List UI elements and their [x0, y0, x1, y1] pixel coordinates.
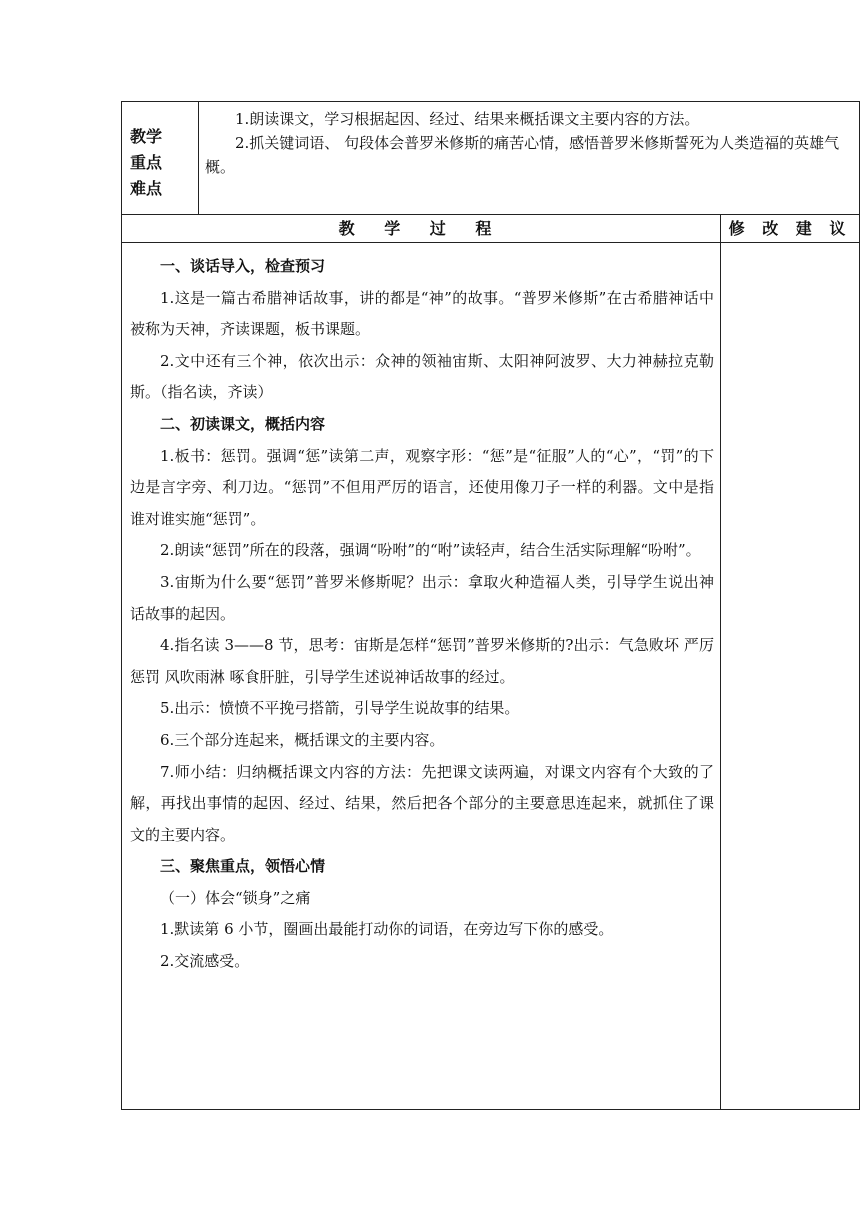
process-header [122, 215, 721, 243]
label-line: 重点 [130, 153, 163, 172]
suggestion-cell [721, 243, 860, 1110]
paragraph: 4.指名读 3——8 节，思考：宙斯是怎样“惩罚”普罗米修斯的?出示：气急败坏 严厉惩罚 风吹雨淋 啄食肝脏，引导学生述说神话故事的经过。 [130, 636, 714, 686]
section-heading: 二、初读课文，概括内容 [160, 414, 326, 433]
key-points-label-cell [122, 102, 199, 215]
paragraph: 2.文中还有三个神，依次出示：众神的领袖宙斯、太阳神阿波罗、大力神赫拉克勒斯。（指名读，齐读） [130, 351, 714, 402]
suggestion-header-text: 修 改 建 议 [728, 219, 852, 238]
teaching-process-cell [122, 243, 721, 1110]
key-points-label [122, 102, 198, 202]
paragraph: 5.出示：愤愤不平挽弓搭箭，引导学生说故事的结果。 [160, 699, 520, 718]
section-heading: 一、谈话导入，检查预习 [160, 257, 326, 275]
process-row [122, 243, 860, 1110]
column-header-row [122, 215, 860, 243]
goal-item: 1.朗读课文，学习根据起因、经过、结果来概括课文主要内容的方法。 [235, 110, 700, 128]
key-points-content [199, 102, 860, 215]
label-line: 难点 [130, 179, 163, 198]
goal-item: 2.抓关键词语、 句段体会普罗米修斯的痛苦心情，感悟普罗米修斯誓死为人类造福的英雄气概。 [205, 134, 840, 176]
section-heading: 三、聚焦重点，领悟心情 [160, 857, 326, 876]
paragraph: 3.宙斯为什么要“惩罚”普罗米修斯呢？出示：拿取火种造福人类，引导学生说出神话故事的起因。 [130, 572, 714, 623]
paragraph: 6.三个部分连起来，概括课文的主要内容。 [160, 730, 445, 749]
subheading: （一）体会“锁身”之痛 [160, 888, 311, 907]
label-line: 教学 [130, 127, 163, 146]
suggestion-header [721, 215, 860, 243]
paragraph: 2.交流感受。 [160, 952, 250, 971]
paragraph: 1.这是一篇古希腊神话故事，讲的都是“神”的故事。“普罗米修斯”在古希腊神话中被称为天神，齐读课题，板书课题。 [130, 288, 714, 339]
paragraph: 1.默读第 6 小节，圈画出最能打动你的词语，在旁边写下你的感受。 [160, 920, 614, 939]
paragraph: 1.板书：惩罚。强调“惩”读第二声，观察字形：“惩”是“征服”人的“心”，“罚”的下边是言字旁、利刀边。“惩罚”不但用严厉的语言，还使用像刀子一样的利器。文中是指谁对谁实施“惩罚”。 [130, 446, 714, 528]
key-points-row [122, 102, 860, 215]
process-header-text: 教 学 过 程 [338, 219, 504, 238]
lesson-plan-table [121, 101, 860, 1110]
paragraph: 7.师小结：归纳概括课文内容的方法：先把课文读两遍，对课文内容有个大致的了解，再找出事情的起因、经过、结果，然后把各个部分的主要意思连起来，就抓住了课文的主要内容。 [130, 762, 714, 844]
paragraph: 2.朗读“惩罚”所在的段落，强调“吩咐”的“咐”读轻声，结合生活实际理解“吩咐”。 [160, 541, 701, 560]
